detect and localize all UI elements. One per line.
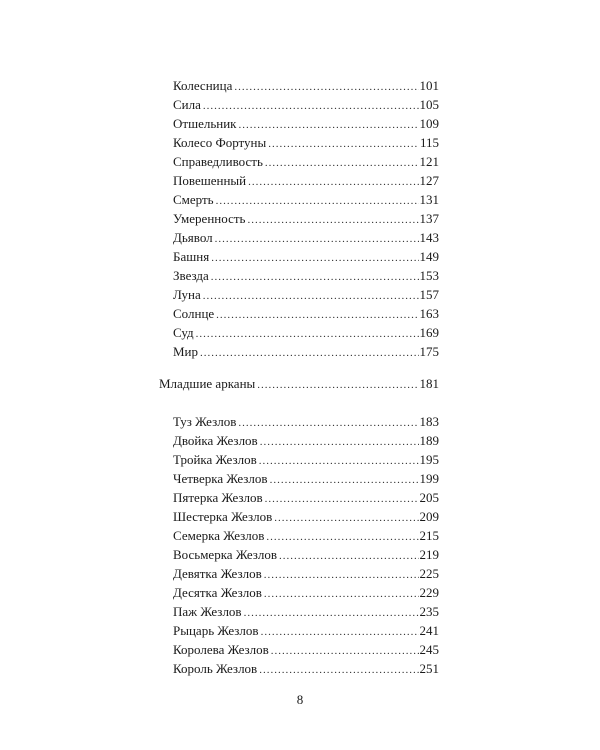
toc-entry-page: 183 (419, 414, 439, 429)
toc-entry-page: 189 (419, 433, 439, 448)
dot-leader (238, 414, 418, 433)
dot-leader (271, 642, 419, 661)
toc-section-title: Младшие арканы (159, 376, 256, 391)
dot-leader (264, 585, 419, 604)
toc-entry (173, 602, 439, 621)
dot-leader (259, 661, 418, 680)
dot-leader (270, 471, 419, 490)
dot-leader (244, 604, 419, 623)
toc-entry-title: Королева Жезлов (173, 642, 269, 657)
toc-major-arcana-list (173, 76, 439, 361)
toc-entry-page: 127 (419, 173, 439, 188)
dot-leader (257, 376, 418, 395)
dot-leader (274, 509, 418, 528)
toc-entry (173, 640, 439, 659)
toc-entry (173, 133, 439, 152)
toc-entry-page: 225 (419, 566, 439, 581)
toc-entry (173, 190, 439, 209)
toc-entry-title: Пятерка Жезлов (173, 490, 263, 505)
toc-entry-title: Справедливость (173, 154, 263, 169)
toc-entry-title: Сила (173, 97, 201, 112)
toc-entry-title: Рыцарь Жезлов (173, 623, 259, 638)
toc-section-entry (159, 374, 439, 393)
toc-entry-page: 169 (419, 325, 439, 340)
toc-entry-title: Четверка Жезлов (173, 471, 268, 486)
toc-entry-title: Колесо Фортуны (173, 135, 267, 150)
toc-entry-page: 209 (419, 509, 439, 524)
toc-entry-page: 163 (419, 306, 439, 321)
toc-entry-page: 109 (419, 116, 439, 131)
toc-entry-page: 137 (419, 211, 439, 226)
toc-entry (173, 95, 439, 114)
toc-entry (173, 304, 439, 323)
toc-entry-title: Семерка Жезлов (173, 528, 265, 543)
dot-leader (264, 566, 419, 585)
toc-entry-title: Умеренность (173, 211, 246, 226)
toc-entry (173, 285, 439, 304)
toc-entry (173, 342, 439, 361)
toc-entry-title: Луна (173, 287, 201, 302)
toc-entry-title: Башня (173, 249, 210, 264)
toc-entry-title: Отшельник (173, 116, 237, 131)
toc-entry (173, 76, 439, 95)
toc-entry (173, 171, 439, 190)
dot-leader (247, 211, 418, 230)
dot-leader (203, 287, 419, 306)
page-number: 8 (296, 692, 304, 707)
toc-entry (173, 564, 439, 583)
dot-leader (265, 154, 419, 173)
toc-entry-page: 153 (419, 268, 439, 283)
dot-leader (196, 325, 419, 344)
toc-entry (173, 114, 439, 133)
toc-entry-page: 215 (419, 528, 439, 543)
toc-entry-title: Колесница (173, 78, 233, 93)
toc-entry (173, 545, 439, 564)
dot-leader (266, 528, 418, 547)
toc-entry (173, 488, 439, 507)
toc-entry (173, 209, 439, 228)
toc-entry-page: 235 (419, 604, 439, 619)
toc-entry-page: 149 (419, 249, 439, 264)
toc-entry (173, 228, 439, 247)
dot-leader (216, 306, 418, 325)
toc-entry (173, 583, 439, 602)
toc-entry-page: 199 (419, 471, 439, 486)
toc-entry-title: Двойка Жезлов (173, 433, 258, 448)
toc-entry-title: Смерть (173, 192, 214, 207)
toc-wands-list (173, 412, 439, 678)
toc-entry-title: Король Жезлов (173, 661, 258, 676)
toc-entry (173, 152, 439, 171)
toc-entry (173, 621, 439, 640)
toc-entry-title: Паж Жезлов (173, 604, 242, 619)
toc-entry (173, 323, 439, 342)
toc-minor-arcana-heading (159, 374, 439, 393)
dot-leader (259, 452, 419, 471)
toc-entry-page: 157 (419, 287, 439, 302)
toc-entry-page: 195 (419, 452, 439, 467)
toc-entry-title: Звезда (173, 268, 209, 283)
toc-entry-page: 105 (419, 97, 439, 112)
dot-leader (248, 173, 418, 192)
toc-entry-title: Суд (173, 325, 194, 340)
toc-entry-title: Десятка Жезлов (173, 585, 262, 600)
toc-entry-page: 121 (419, 154, 439, 169)
dot-leader (200, 344, 418, 363)
dot-leader (215, 230, 419, 249)
toc-entry (173, 247, 439, 266)
toc-entry-page: 175 (419, 344, 439, 359)
toc-entry (173, 431, 439, 450)
toc-entry (173, 450, 439, 469)
toc-entry-title: Девятка Жезлов (173, 566, 262, 581)
toc-entry-title: Тройка Жезлов (173, 452, 257, 467)
toc-entry-page: 219 (419, 547, 439, 562)
dot-leader (211, 249, 418, 268)
toc-entry-page: 115 (419, 135, 439, 150)
toc-entry-page: 205 (419, 490, 439, 505)
toc-entry-page: 229 (419, 585, 439, 600)
dot-leader (260, 433, 419, 452)
toc-entry-title: Шестерка Жезлов (173, 509, 273, 524)
dot-leader (234, 78, 418, 97)
toc-entry-page: 245 (419, 642, 439, 657)
dot-leader (261, 623, 419, 642)
toc-entry-title: Восьмерка Жезлов (173, 547, 278, 562)
toc-entry-page: 241 (419, 623, 439, 638)
dot-leader (279, 547, 418, 566)
toc-entry (173, 469, 439, 488)
toc-entry (173, 526, 439, 545)
toc-entry-page: 251 (419, 661, 439, 676)
toc-entry (173, 507, 439, 526)
toc-section-page: 181 (419, 376, 439, 391)
toc-entry-title: Дьявол (173, 230, 213, 245)
dot-leader (211, 268, 419, 287)
toc-entry-page: 101 (419, 78, 439, 93)
toc-entry-title: Мир (173, 344, 199, 359)
dot-leader (268, 135, 419, 154)
toc-entry-title: Солнце (173, 306, 215, 321)
toc-entry (173, 266, 439, 285)
toc-entry-page: 143 (419, 230, 439, 245)
toc-entry (173, 659, 439, 678)
toc-entry-page: 131 (419, 192, 439, 207)
toc-entry-title: Туз Жезлов (173, 414, 237, 429)
dot-leader (265, 490, 419, 509)
toc-entry-title: Повешенный (173, 173, 247, 188)
toc-entry (173, 412, 439, 431)
